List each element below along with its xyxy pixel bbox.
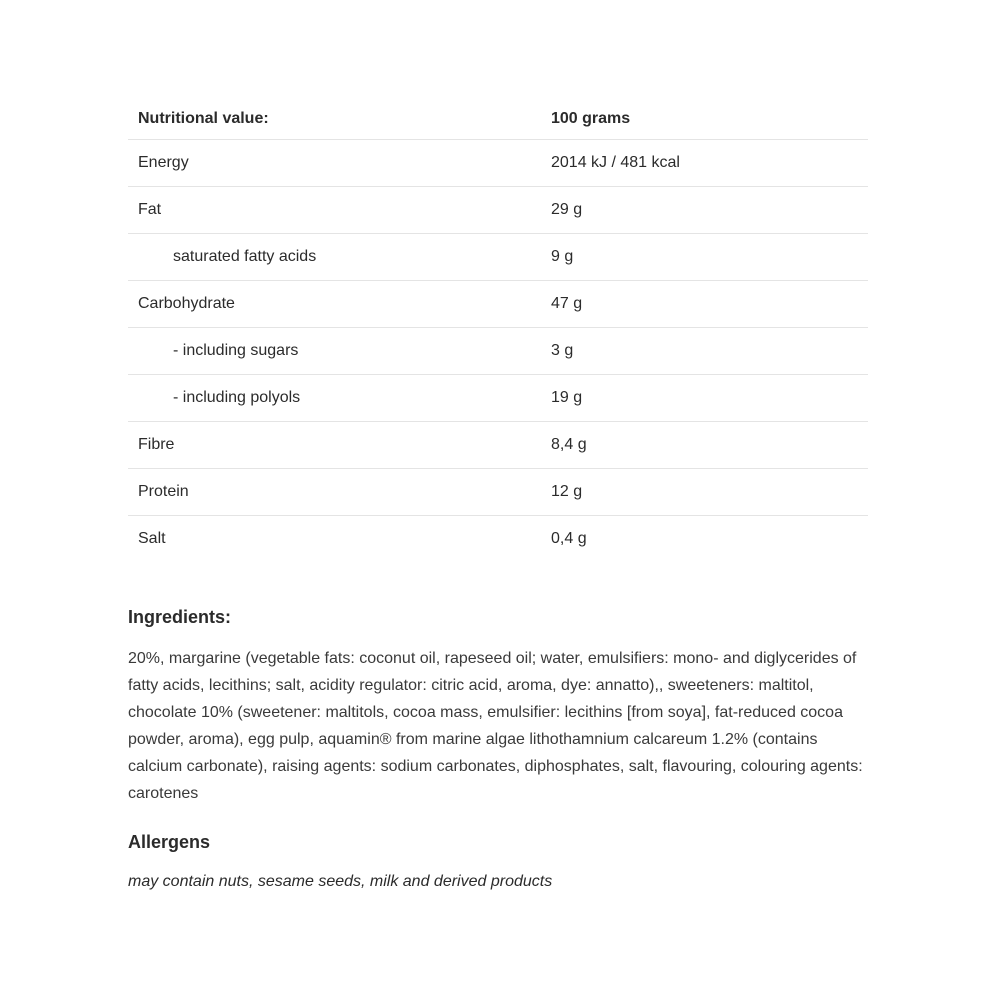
- nutrition-table-header-row: [128, 100, 868, 139]
- table-row-salt: [128, 515, 868, 562]
- allergens-heading: Allergens: [128, 832, 211, 852]
- nutrient-value: 8,4 g: [551, 421, 868, 468]
- nutrient-label: Fibre: [128, 421, 551, 468]
- table-row-energy: [128, 139, 868, 186]
- nutrient-label: Carbohydrate: [128, 280, 551, 327]
- nutrient-value: 2014 kJ / 481 kcal: [551, 139, 868, 186]
- nutrient-value: 19 g: [551, 374, 868, 421]
- table-row-polyols: [128, 374, 868, 421]
- table-row-fat: [128, 186, 868, 233]
- table-row-fibre: [128, 421, 868, 468]
- table-row-protein: [128, 468, 868, 515]
- nutritional-value-header: Nutritional value:: [128, 100, 551, 139]
- nutrient-value: 9 g: [551, 233, 868, 280]
- serving-size-header: 100 grams: [551, 100, 868, 139]
- nutrient-label: saturated fatty acids: [128, 233, 551, 280]
- nutrient-value: 29 g: [551, 186, 868, 233]
- ingredients-heading: Ingredients:: [128, 607, 232, 627]
- nutrition-table: [128, 100, 868, 562]
- nutrient-label: - including polyols: [128, 374, 551, 421]
- nutrient-value: 47 g: [551, 280, 868, 327]
- allergens-text: may contain nuts, sesame seeds, milk and derived products: [128, 873, 553, 890]
- nutrient-value: 0,4 g: [551, 529, 587, 547]
- nutrient-value: 3 g: [551, 327, 868, 374]
- table-row-carbohydrate: [128, 280, 868, 327]
- nutrient-value: 12 g: [551, 468, 868, 515]
- table-row-sugars: [128, 327, 868, 374]
- nutrient-label: - including sugars: [128, 327, 551, 374]
- nutrient-label: Fat: [128, 186, 551, 233]
- nutrient-label: Energy: [128, 139, 551, 186]
- table-row-saturated-fat: [128, 233, 868, 280]
- nutrient-label: Protein: [128, 468, 551, 515]
- ingredients-text: 20%, margarine (vegetable fats: coconut oil, rapeseed oil; water, emulsifiers: mono- and diglycerides of fatty acids, lecithins; salt, acidity regulator: citric acid, aroma, dye: annatto),, sweeteners: maltitol, chocolate 10% (sweetener: maltitols, cocoa mass, emulsifier: lecithins [from soya], fat-reduced cocoa powder, aroma), egg pulp, aquamin® from marine algae lithothamnium calcareum 1.2% (contains calcium carbonate), raising agents: sodium carbonates, diphosphates, salt, flavouring, colouring agents: carotenes: [128, 650, 863, 802]
- nutrient-label: Salt: [138, 529, 166, 547]
